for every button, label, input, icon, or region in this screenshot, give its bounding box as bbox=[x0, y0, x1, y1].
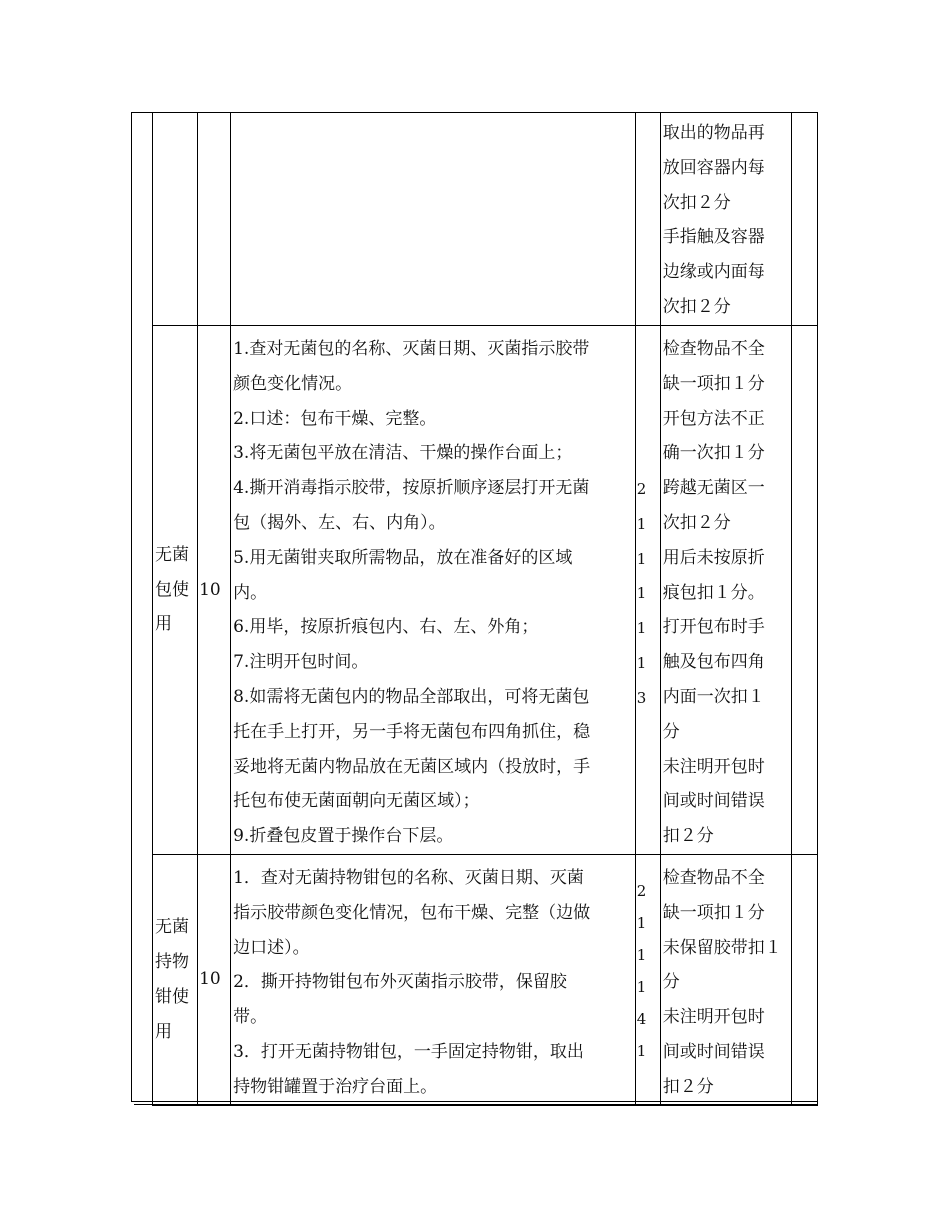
step-line: 2．撕开持物钳包布外灭菌指示胶带，保留胶 bbox=[233, 972, 567, 993]
deduction-line: 间或时间错误 bbox=[662, 1041, 765, 1062]
deduction-line: 次扣２分 bbox=[662, 296, 731, 317]
sub-score: 3 bbox=[636, 688, 647, 707]
deduction-line: 确一次扣１分 bbox=[662, 443, 765, 464]
sub-score: 1 bbox=[636, 913, 647, 932]
step-line: 妥地将无菌内物品放在无菌区域内（投放时，手 bbox=[233, 756, 591, 777]
step-line: 5.用无菌钳夹取所需物品，放在准备好的区域 bbox=[233, 547, 573, 568]
deduction-line: 跨越无菌区一 bbox=[662, 478, 765, 499]
sub-score: 1 bbox=[636, 549, 647, 568]
score-value: 10 bbox=[199, 969, 221, 990]
deduction-line: 用后未按原折 bbox=[662, 547, 765, 568]
deduction-line: 未保留胶带扣１ bbox=[662, 937, 782, 958]
deduction-line: 取出的物品再 bbox=[662, 123, 765, 143]
sub-score: 1 bbox=[636, 584, 647, 603]
step-line: 边口述）。 bbox=[233, 937, 310, 958]
deduction-line: 开包方法不正 bbox=[662, 408, 765, 429]
table-row bbox=[153, 326, 818, 855]
score-cell bbox=[198, 854, 231, 1105]
step-line: 持物钳罐置于治疗台面上。 bbox=[233, 1076, 438, 1097]
step-line: 2.口述：包布干燥、完整。 bbox=[233, 408, 437, 429]
deduction-line: 缺一项扣１分 bbox=[662, 902, 765, 923]
step-line: 3．打开无菌持物钳包，一手固定持物钳，取出 bbox=[233, 1041, 584, 1062]
scoring-table bbox=[152, 112, 818, 1106]
sub-score: 4 bbox=[636, 1009, 647, 1028]
item-label-line: 持物 bbox=[155, 951, 189, 972]
table-row bbox=[153, 854, 818, 1105]
deduction-line: 放回容器内每 bbox=[662, 157, 765, 178]
deduction-line: 分 bbox=[662, 972, 680, 993]
step-line: 指示胶带颜色变化情况，包布干燥、完整（边做 bbox=[233, 902, 591, 923]
extra-cell bbox=[791, 113, 817, 326]
step-line: 9.折叠包皮置于操作台下层。 bbox=[233, 826, 454, 847]
step-line: 8.如需将无菌包内的物品全部取出，可将无菌包 bbox=[233, 686, 590, 707]
deduction-line: 触及包布四角 bbox=[662, 652, 765, 673]
deduction-line: 缺一项扣１分 bbox=[662, 373, 765, 394]
deduction-line: 打开包布时手 bbox=[662, 617, 765, 638]
deduction-line: 未注明开包时 bbox=[662, 756, 765, 777]
sub-score: 1 bbox=[636, 977, 647, 996]
step-line: 4.撕开消毒指示胶带，按原折顺序逐层打开无菌 bbox=[233, 478, 590, 499]
deduction-line: 扣２分 bbox=[662, 826, 714, 847]
sub-score: 1 bbox=[636, 653, 647, 672]
sub-score: 1 bbox=[636, 945, 647, 964]
sub-score-cell bbox=[635, 113, 660, 326]
step-line: 颜色变化情况。 bbox=[233, 373, 353, 394]
step-line: 带。 bbox=[233, 1007, 268, 1028]
sub-score: 1 bbox=[636, 619, 647, 638]
step-line: 包（揭外、左、右、内角）。 bbox=[233, 512, 446, 533]
deduction-line: 边缘或内面每 bbox=[662, 262, 765, 283]
item-label-line: 钳使 bbox=[155, 986, 189, 1007]
deduction-line: 检查物品不全 bbox=[662, 867, 765, 888]
sub-score: 2 bbox=[636, 480, 647, 498]
item-label-line: 无菌 bbox=[155, 544, 189, 565]
extra-cell bbox=[791, 326, 817, 855]
item-cell bbox=[153, 854, 198, 1105]
steps-cell bbox=[231, 854, 636, 1105]
sub-score-cell bbox=[635, 326, 660, 855]
deduction-line: 内面一次扣１ bbox=[662, 686, 765, 707]
deduction-line: 次扣２分 bbox=[662, 512, 731, 533]
deduction-line: 痕包扣１分。 bbox=[662, 582, 765, 603]
deduction-cell bbox=[660, 854, 791, 1105]
step-line: 7.注明开包时间。 bbox=[233, 652, 369, 673]
deduction-line: 手指触及容器 bbox=[662, 227, 765, 248]
sub-score: 1 bbox=[636, 514, 647, 533]
item-label-line: 用 bbox=[155, 614, 172, 635]
sub-score: 1 bbox=[636, 1041, 647, 1060]
deduction-cell bbox=[660, 113, 791, 326]
step-line: 1.查对无菌包的名称、灭菌日期、灭菌指示胶带 bbox=[233, 339, 590, 359]
table-row bbox=[153, 113, 818, 326]
step-line: 6.用毕，按原折痕包内、右、左、外角； bbox=[233, 617, 539, 638]
step-line: 3.将无菌包平放在清洁、干燥的操作台面上； bbox=[233, 443, 573, 464]
sub-score-cell bbox=[635, 854, 660, 1105]
item-label-line: 无菌 bbox=[155, 917, 189, 938]
steps-cell bbox=[231, 326, 636, 855]
step-line: 托包布使无菌面朝向无菌区域）； bbox=[233, 791, 480, 812]
deduction-line: 次扣２分 bbox=[662, 192, 731, 213]
deduction-line: 分 bbox=[662, 721, 680, 742]
deduction-cell bbox=[660, 326, 791, 855]
deduction-line: 检查物品不全 bbox=[662, 339, 765, 359]
deduction-line: 扣２分 bbox=[662, 1076, 714, 1097]
step-line: 内。 bbox=[233, 582, 268, 603]
extra-cell bbox=[791, 854, 817, 1105]
item-cell bbox=[153, 326, 198, 855]
score-cell bbox=[198, 113, 231, 326]
item-label-line: 包使 bbox=[155, 579, 189, 600]
deduction-line: 未注明开包时 bbox=[662, 1007, 765, 1028]
sub-score: 2 bbox=[636, 881, 647, 900]
score-cell bbox=[198, 326, 231, 855]
steps-cell bbox=[231, 113, 636, 326]
step-line: 托在手上打开，另一手将无菌包布四角抓住，稳 bbox=[233, 721, 591, 742]
deduction-line: 间或时间错误 bbox=[662, 791, 765, 812]
score-value: 10 bbox=[199, 579, 221, 600]
step-line: 1．查对无菌持物钳包的名称、灭菌日期、灭菌 bbox=[233, 867, 584, 888]
item-label-line: 用 bbox=[155, 1021, 172, 1042]
item-cell bbox=[153, 113, 198, 326]
